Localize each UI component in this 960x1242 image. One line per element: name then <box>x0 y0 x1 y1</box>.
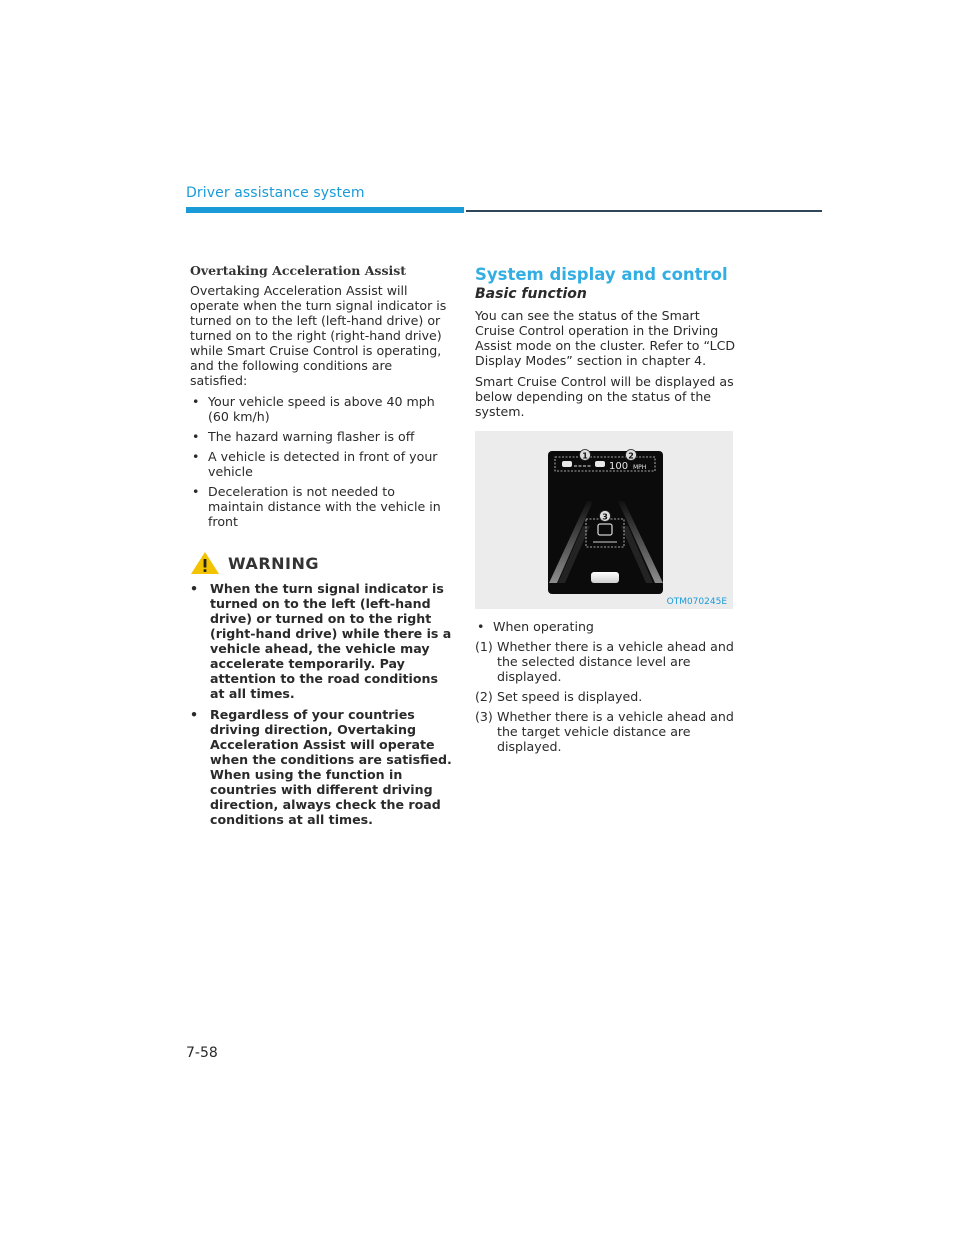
list-item: • The hazard warning flasher is off <box>190 429 452 444</box>
callout-1: 1 <box>582 451 588 461</box>
own-vehicle-icon <box>595 461 605 467</box>
left-column <box>190 263 452 833</box>
numbered-list <box>475 639 737 754</box>
list-item <box>475 689 737 704</box>
list-item <box>475 639 737 684</box>
paragraph: Smart Cruise Control will be displayed as below depending on the status of the system. <box>475 374 734 419</box>
intro-paragraph: Overtaking Acceleration Assist will operate when the turn signal indicator is turned on to the left (left-hand drive) or turned on to the right (right-hand drive) while Smart Cruise Control is operating, and the following conditions are satisfied: <box>190 283 447 388</box>
warning-triangle-icon <box>190 551 220 575</box>
item-number: (3) <box>475 709 493 724</box>
item-number: (2) <box>475 689 493 704</box>
header-title: Driver assistance system <box>186 185 365 201</box>
item-text: Set speed is displayed. <box>497 689 643 704</box>
header-accent-bar <box>186 207 464 213</box>
header-rule <box>466 210 822 212</box>
warning-title: WARNING <box>228 553 319 573</box>
page-number: 7-58 <box>186 1045 218 1061</box>
list-item: • A vehicle is detected in front of your vehicle <box>190 449 452 479</box>
operating-list <box>475 619 737 634</box>
list-item: • When operating <box>475 619 737 634</box>
item-text: Whether there is a vehicle ahead and the target vehicle distance are displayed. <box>497 709 734 754</box>
list-item <box>475 709 737 754</box>
figure-code: OTM070245E <box>666 597 727 607</box>
item-number: (1) <box>475 639 493 654</box>
callout-2: 2 <box>628 451 634 461</box>
list-item: • Deceleration is not needed to maintain distance with the vehicle in front <box>190 484 452 529</box>
callout-3: 3 <box>602 512 608 522</box>
list-item: • Regardless of your countries driving direction, Overtaking Acceleration Assist will operate when the conditions are satisfied. When using the function in countries with different driving direction, always check the road conditions at all times. <box>190 707 452 827</box>
section-title: System display and control <box>475 265 728 284</box>
section-heading: Overtaking Acceleration Assist <box>190 263 407 278</box>
subsection-title: Basic function <box>475 286 587 302</box>
paragraph: You can see the status of the Smart Cruise Control operation in the Driving Assist mode on the cluster. Refer to “LCD Display Modes” section in chapter 4. <box>475 308 736 368</box>
conditions-list <box>190 394 452 529</box>
list-item: • When the turn signal indicator is turned on to the left (left-hand drive) or turned on to the right (right-hand drive) while there is a vehicle ahead, the vehicle may accelerate temporarily. Pay attention to the road conditions at all times. <box>190 581 452 701</box>
host-vehicle-icon <box>591 572 619 583</box>
list-item: • Your vehicle speed is above 40 mph (60 km/h) <box>190 394 452 424</box>
item-text: Whether there is a vehicle ahead and the selected distance level are displayed. <box>497 639 734 684</box>
cluster-display-illustration <box>475 431 733 609</box>
warning-header <box>190 551 452 575</box>
cluster-display-figure <box>475 431 733 609</box>
set-speed-value: 100 <box>609 461 629 472</box>
right-column <box>475 265 737 759</box>
warning-list <box>190 581 452 827</box>
lead-vehicle-icon <box>562 461 572 467</box>
speed-unit: MPH <box>633 464 647 471</box>
